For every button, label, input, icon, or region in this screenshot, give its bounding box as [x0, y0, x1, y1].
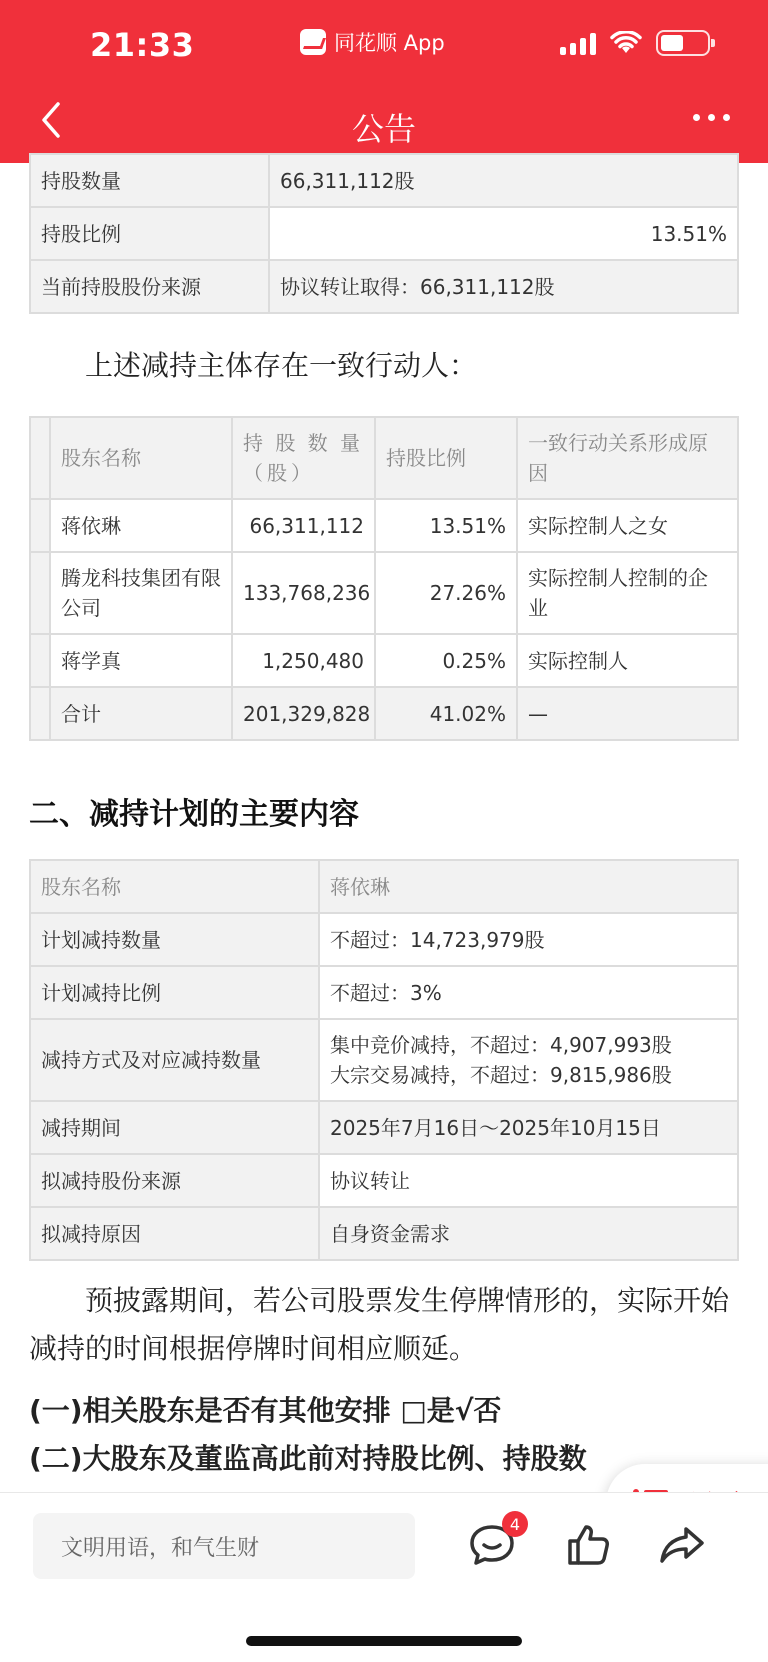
sub-item-1: (一)相关股东是否有其他安排 □是√否 — [29, 1394, 502, 1427]
table-cell: 蒋学真 — [50, 634, 232, 687]
table-cell-value: 自身资金需求 — [319, 1207, 738, 1260]
status-time: 21:33 — [90, 26, 195, 64]
battery-icon — [656, 30, 710, 56]
header-share-ratio: 持股比例 — [375, 417, 517, 499]
table-cell-label: 当前持股股份来源 — [30, 260, 269, 313]
thumbs-up-icon — [562, 1519, 614, 1571]
table-row — [30, 1154, 738, 1207]
section-heading: 二、减持计划的主要内容 — [29, 797, 359, 832]
table-cell-label: 计划减持比例 — [30, 966, 319, 1019]
table-cell: 1,250,480 — [232, 634, 375, 687]
concert-party-table — [29, 416, 739, 741]
concert-intro-text: 上述减持主体存在一致行动人： — [85, 349, 478, 382]
table-row — [30, 1207, 738, 1260]
app-header — [0, 0, 768, 163]
table-header-row — [30, 417, 738, 499]
table-row — [30, 499, 738, 552]
comment-button[interactable] — [466, 1514, 521, 1571]
announcement-content — [29, 163, 739, 1483]
comment-input[interactable]: 文明用语，和气生财 — [33, 1513, 415, 1579]
table-cell: 实际控制人之女 — [517, 499, 738, 552]
table-cell-value: 66,311,112股 — [269, 154, 738, 207]
table-row — [30, 260, 738, 313]
reduction-method-line: 集中竞价减持，不超过：4,907,993股 — [330, 1033, 672, 1057]
table-cell: 0.25% — [375, 634, 517, 687]
header-share-count: 持股数量（股） — [232, 417, 375, 499]
table-cell: 实际控制人 — [517, 634, 738, 687]
holding-table — [29, 153, 739, 314]
home-indicator[interactable] — [246, 1636, 522, 1646]
header-shareholder-name: 股东名称 — [50, 417, 232, 499]
status-app-name: 同花顺 App — [334, 31, 445, 55]
table-cell-value: 协议转让取得：66,311,112股 — [269, 260, 738, 313]
table-cell-label: 股东名称 — [30, 860, 319, 913]
table-cell: 蒋依琳 — [50, 499, 232, 552]
table-cell-value: 2025年7月16日～2025年10月15日 — [319, 1101, 738, 1154]
delay-paragraph: 预披露期间，若公司股票发生停牌情形的，实际开始减持的时间根据停牌时间相应顺延。 — [29, 1284, 730, 1365]
table-cell: 13.51% — [375, 499, 517, 552]
table-cell-label: 拟减持股份来源 — [30, 1154, 319, 1207]
status-icons — [560, 30, 710, 56]
table-row — [30, 634, 738, 687]
header-concert-reason: 一致行动关系形成原因 — [517, 417, 738, 499]
table-cell: 201,329,828 — [232, 687, 375, 740]
table-cell-value: 协议转让 — [319, 1154, 738, 1207]
page-title: 公告 — [351, 110, 416, 148]
table-header-row — [30, 860, 738, 913]
table-cell-value: 不超过：3% — [319, 966, 738, 1019]
table-row — [30, 1101, 738, 1154]
table-row — [30, 1019, 738, 1101]
table-cell: 41.02% — [375, 687, 517, 740]
reduction-plan-table — [29, 859, 739, 1261]
table-cell: 腾龙科技集团有限公司 — [50, 552, 232, 634]
table-row — [30, 154, 738, 207]
table-cell: 133,768,236 — [232, 552, 375, 634]
table-cell-label: 减持方式及对应减持数量 — [30, 1019, 319, 1101]
table-cell-value: 蒋依琳 — [319, 860, 738, 913]
share-icon — [656, 1519, 708, 1571]
table-row — [30, 207, 738, 260]
sub-item-2: (二)大股东及董监高此前对持股比例、持股数 — [29, 1442, 587, 1475]
table-cell-label: 持股数量 — [30, 154, 269, 207]
reduction-method-line: 大宗交易减持，不超过：9,815,986股 — [330, 1063, 672, 1087]
table-cell-label: 拟减持原因 — [30, 1207, 319, 1260]
cellular-signal-icon — [560, 31, 596, 55]
table-cell: 66,311,112 — [232, 499, 375, 552]
table-cell-label: 减持期间 — [30, 1101, 319, 1154]
table-cell: — — [517, 687, 738, 740]
wifi-icon — [610, 31, 642, 55]
comment-count-badge: 4 — [502, 1511, 528, 1537]
table-cell: 27.26% — [375, 552, 517, 634]
table-row — [30, 966, 738, 1019]
table-cell-value: 13.51% — [269, 207, 738, 260]
share-button[interactable] — [656, 1519, 708, 1571]
table-cell-value: 不超过：14,723,979股 — [319, 913, 738, 966]
table-cell: 实际控制人控制的企业 — [517, 552, 738, 634]
table-cell-label: 计划减持数量 — [30, 913, 319, 966]
like-button[interactable] — [562, 1519, 614, 1571]
table-cell: 合计 — [50, 687, 232, 740]
status-app-indicator[interactable] — [300, 27, 445, 57]
more-options-icon[interactable] — [693, 114, 730, 121]
table-row — [30, 552, 738, 634]
table-total-row — [30, 687, 738, 740]
table-cell-value — [319, 1019, 738, 1101]
app-logo-icon — [300, 29, 326, 55]
table-cell-label: 持股比例 — [30, 207, 269, 260]
table-row — [30, 913, 738, 966]
